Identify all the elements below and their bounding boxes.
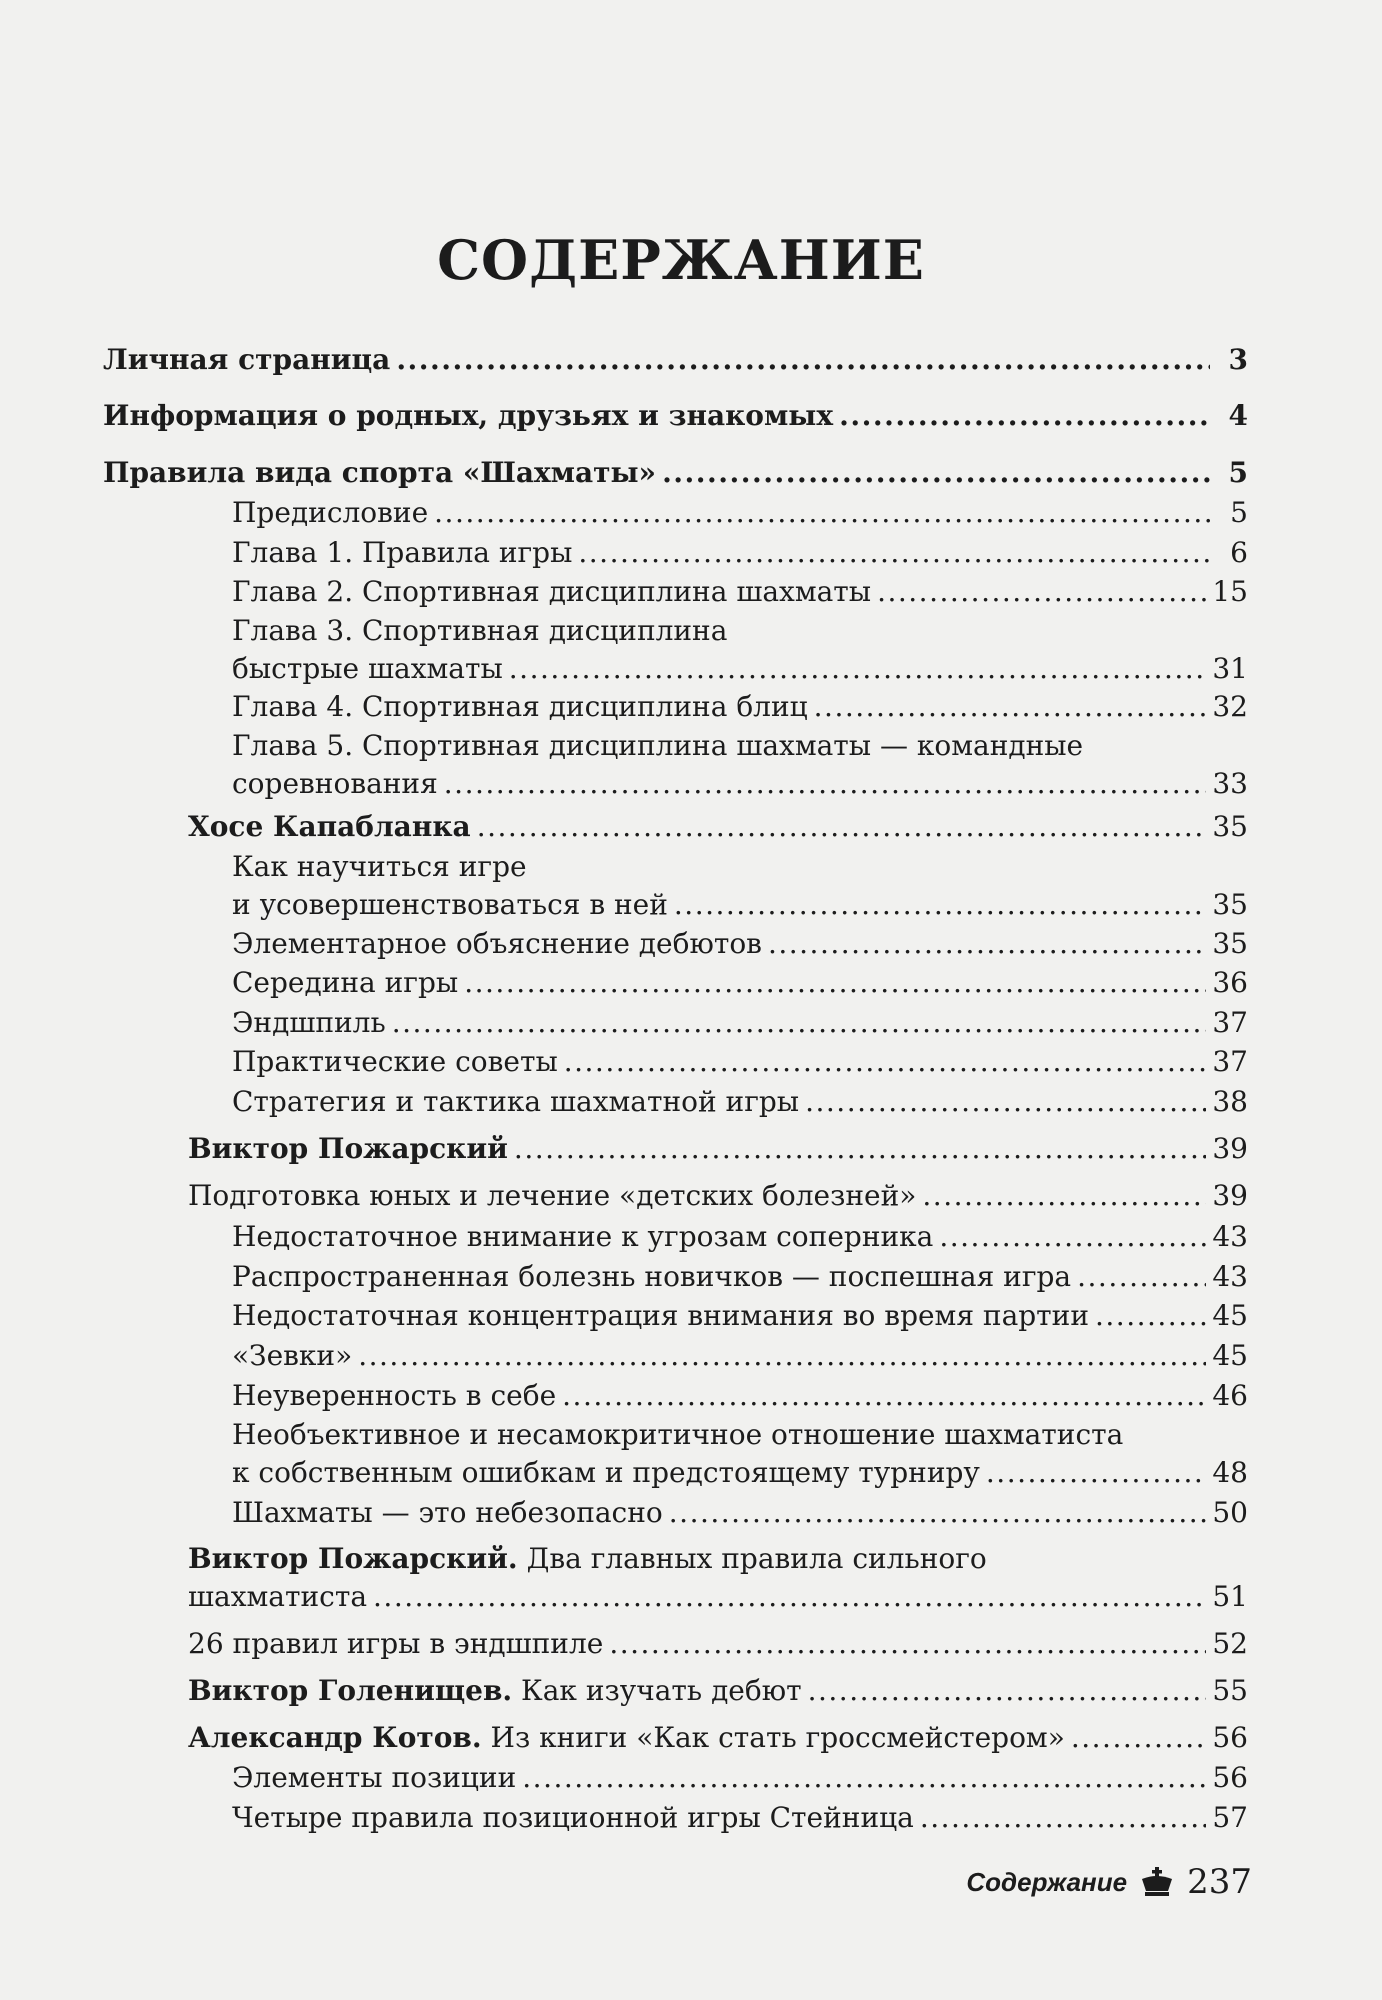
toc-page-number: 48 xyxy=(1212,1456,1248,1489)
toc-entry xyxy=(188,1719,1248,1757)
toc-page-number: 51 xyxy=(1212,1580,1248,1613)
toc-entry-title: Из книги «Как стать гроссмейстером» xyxy=(481,1721,1065,1754)
toc-page-number: 56 xyxy=(1212,1761,1248,1794)
dot-leader xyxy=(444,765,1207,803)
toc-entry xyxy=(232,1337,1248,1375)
toc-entry xyxy=(232,1759,1248,1797)
toc-entry-title: Недостаточное внимание к угрозам соперника xyxy=(232,1220,934,1253)
toc-page-number: 35 xyxy=(1212,888,1248,921)
toc-entry-title: Неуверенность в себе xyxy=(232,1379,557,1412)
page-footer xyxy=(966,1862,1252,1902)
toc-page-number: 3 xyxy=(1228,343,1248,376)
dot-leader xyxy=(358,1337,1206,1375)
dot-leader xyxy=(514,1130,1206,1168)
dot-leader xyxy=(662,454,1210,492)
toc-page-number: 50 xyxy=(1212,1496,1248,1529)
toc-entry xyxy=(103,454,1248,492)
toc-entry xyxy=(232,727,1248,803)
toc-entry xyxy=(188,1625,1248,1663)
toc-entry-title: Распространенная болезнь новичков — поспешная игра xyxy=(232,1260,1072,1293)
toc-entry-title: Практические советы xyxy=(232,1045,558,1078)
dot-leader xyxy=(768,925,1206,963)
dot-leader xyxy=(396,341,1210,379)
dot-leader xyxy=(392,1004,1207,1042)
dot-leader xyxy=(877,573,1206,611)
dot-leader xyxy=(939,1218,1206,1256)
toc-entry xyxy=(232,688,1248,726)
toc-page-number: 55 xyxy=(1212,1674,1248,1707)
toc-entry-title: 26 правил игры в эндшпиле xyxy=(188,1627,604,1660)
toc-entry xyxy=(232,848,1248,924)
dot-leader xyxy=(669,1494,1207,1532)
toc-page-number: 43 xyxy=(1212,1220,1248,1253)
dot-leader xyxy=(434,494,1210,532)
dot-leader xyxy=(578,534,1210,572)
toc-page-number: 56 xyxy=(1212,1721,1248,1754)
dot-leader xyxy=(509,650,1207,688)
toc-entry xyxy=(232,1297,1248,1335)
dot-leader xyxy=(814,688,1207,726)
toc-page-number: 32 xyxy=(1212,690,1248,723)
toc-entry-title: Глава 2. Спортивная дисциплина шахматы xyxy=(232,575,872,608)
dot-leader xyxy=(564,1043,1207,1081)
toc-page-number: 39 xyxy=(1212,1132,1248,1165)
toc-entry-title: Предисловие xyxy=(232,496,429,529)
toc-entry-title: и усовершенствоваться в ней xyxy=(232,888,668,921)
toc-page-number: 33 xyxy=(1212,767,1248,800)
page-title: СОДЕРЖАНИЕ xyxy=(437,228,925,292)
toc-entry xyxy=(232,925,1248,963)
toc-entry xyxy=(232,1416,1248,1492)
toc-entry-title: Эндшпиль xyxy=(232,1006,386,1039)
toc-entry-title: Элементарное объяснение дебютов xyxy=(232,927,762,960)
toc-entry xyxy=(232,1377,1248,1415)
toc-entry-title: Середина игры xyxy=(232,966,459,999)
toc-entry xyxy=(188,1672,1248,1710)
author-name: Александр Котов. xyxy=(188,1721,482,1754)
toc-entry-title: «Зевки» xyxy=(232,1339,353,1372)
toc-page-number: 35 xyxy=(1212,927,1248,960)
toc-entry xyxy=(232,1494,1248,1532)
dot-leader xyxy=(522,1759,1206,1797)
toc-entry-title-line1: Глава 5. Спортивная дисциплина шахматы — командные xyxy=(232,729,1084,762)
toc-entry-title: Четыре правила позиционной игры Стейница xyxy=(232,1801,914,1834)
author-name: Виктор Пожарский. xyxy=(188,1542,518,1575)
toc-page-number: 43 xyxy=(1212,1260,1248,1293)
toc-entry-title: Виктор Пожарский xyxy=(188,1132,508,1165)
dot-leader xyxy=(609,1625,1206,1663)
toc-entry-title: Стратегия и тактика шахматной игры xyxy=(232,1085,800,1118)
toc-page-number: 46 xyxy=(1212,1379,1248,1412)
dot-leader xyxy=(805,1083,1206,1121)
dot-leader xyxy=(1077,1258,1206,1296)
page-number: 237 xyxy=(1187,1862,1252,1902)
toc-page-number: 5 xyxy=(1230,496,1248,529)
toc-entry-title: Информация о родных, друзьях и знакомых xyxy=(103,399,834,432)
toc-entry-title: Недостаточная концентрация внимания во время партии xyxy=(232,1299,1089,1332)
toc-page-number: 6 xyxy=(1230,536,1248,569)
toc-page-number: 5 xyxy=(1228,456,1248,489)
toc-entry-title: Шахматы — это небезопасно xyxy=(232,1496,663,1529)
toc-page-number: 39 xyxy=(1212,1179,1248,1212)
author-name: Виктор Голенищев. xyxy=(188,1674,513,1707)
toc-entry xyxy=(232,1218,1248,1256)
toc-entry-subtitle: Два главных правила сильного xyxy=(517,1542,987,1575)
toc-entry xyxy=(232,1004,1248,1042)
dot-leader xyxy=(562,1377,1206,1415)
toc-entry xyxy=(232,964,1248,1002)
toc-entry-title-line1: Глава 3. Спортивная дисциплина xyxy=(232,614,728,647)
running-footer-label: Содержание xyxy=(966,1866,1128,1897)
toc-entry xyxy=(232,1043,1248,1081)
toc-page-number: 57 xyxy=(1212,1801,1248,1834)
toc-entry-title: Личная страница xyxy=(103,343,391,376)
toc-entry-title-line1 xyxy=(188,1540,1248,1578)
toc-page-number: 36 xyxy=(1212,966,1248,999)
toc-page-number: 37 xyxy=(1212,1045,1248,1078)
toc-entry-title: Глава 1. Правила игры xyxy=(232,536,573,569)
toc-entry-title-line1: Необъективное и несамокритичное отношение шахматиста xyxy=(232,1418,1124,1451)
toc-entry-title: Подготовка юных и лечение «детских болезней» xyxy=(188,1179,917,1212)
toc-page-number: 52 xyxy=(1212,1627,1248,1660)
toc-entry xyxy=(232,1258,1248,1296)
toc-entry-title: Правила вида спорта «Шахматы» xyxy=(103,456,657,489)
toc-entry-title: Хосе Капабланка xyxy=(188,810,471,843)
dot-leader xyxy=(464,964,1206,1002)
toc-entry xyxy=(232,1083,1248,1121)
toc-entry-title-group xyxy=(188,1719,1065,1757)
dot-leader xyxy=(839,397,1210,435)
toc-entry-title-group xyxy=(188,1672,802,1710)
toc-entry xyxy=(232,1799,1248,1837)
toc-entry xyxy=(188,1130,1248,1168)
toc-entry xyxy=(188,1540,1248,1616)
toc-entry xyxy=(188,1177,1248,1215)
toc-entry xyxy=(103,397,1248,435)
toc-entry-title: шахматиста xyxy=(188,1580,368,1613)
dot-leader xyxy=(477,808,1207,846)
toc-entry xyxy=(232,573,1248,611)
toc-entry xyxy=(232,534,1248,572)
toc-entry-title-line1: Как научиться игре xyxy=(232,850,527,883)
toc-page-number: 45 xyxy=(1212,1299,1248,1332)
dot-leader xyxy=(1071,1719,1207,1757)
dot-leader xyxy=(1095,1297,1206,1335)
toc-page-number: 38 xyxy=(1212,1085,1248,1118)
dot-leader xyxy=(674,886,1206,924)
toc-entry xyxy=(232,494,1248,532)
toc-entry-title: Глава 4. Спортивная дисциплина блиц xyxy=(232,690,808,723)
chess-king-icon xyxy=(1139,1867,1175,1897)
dot-leader xyxy=(986,1454,1206,1492)
dot-leader xyxy=(920,1799,1207,1837)
toc-entry-title: к собственным ошибкам и предстоящему турниру xyxy=(232,1456,980,1489)
toc-page-number: 37 xyxy=(1212,1006,1248,1039)
toc-page-number: 4 xyxy=(1228,399,1248,432)
toc-entry-title: Как изучать дебют xyxy=(512,1674,802,1707)
toc-page-number: 31 xyxy=(1212,652,1248,685)
toc-page-number: 15 xyxy=(1212,575,1248,608)
dot-leader xyxy=(922,1177,1206,1215)
toc-entry xyxy=(188,808,1248,846)
toc-page-number: 45 xyxy=(1212,1339,1248,1372)
toc-entry-title: быстрые шахматы xyxy=(232,652,503,685)
toc-entry-title: Элементы позиции xyxy=(232,1761,517,1794)
toc-entry-title: соревнования xyxy=(232,767,438,800)
dot-leader xyxy=(373,1578,1206,1616)
toc-entry xyxy=(103,341,1248,379)
dot-leader xyxy=(808,1672,1207,1710)
toc-page-number: 35 xyxy=(1212,810,1248,843)
toc-entry xyxy=(232,612,1248,688)
